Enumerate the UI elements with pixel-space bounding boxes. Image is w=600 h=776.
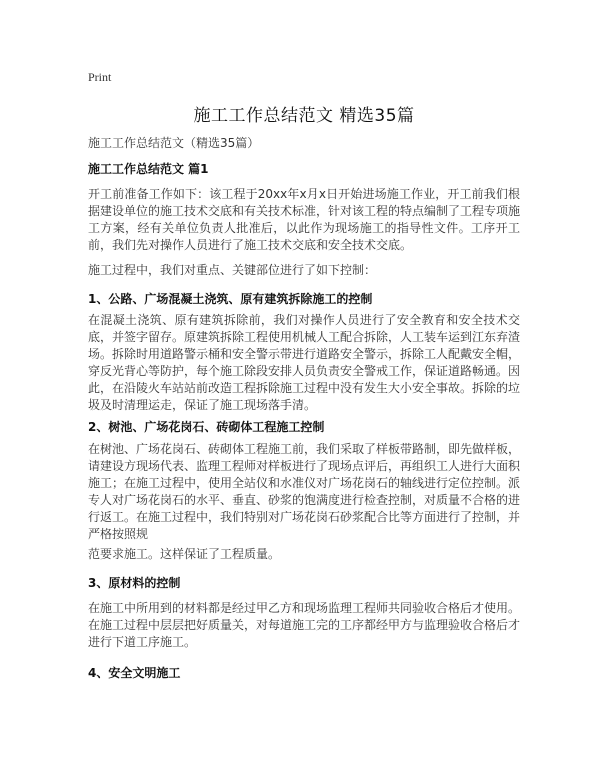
- document-subtitle: 施工工作总结范文（精选35篇）: [88, 136, 260, 150]
- section-body-2: 在树池、广场花岗石、砖砌体工程施工前，我们采取了样板带路制，即先做样板，请建设方现场代表、监理工程师对样板进行了现场点评后，再组织工人进行大面积施工；在施工过程中，使用全站仪和水准仪对广场花岗石的轴线进行定位控制。派专人对广场花岗石的水平、垂直、砂浆的饱满度进行检查控制，对质量不合格的进行返工。在施工过程中，我们特别对广场花岗石砂浆配合比等方面进行了控制，并严格按照规: [88, 442, 521, 541]
- section-body-2-continuation: 范要求施工。这样保证了工程质量。: [88, 547, 281, 561]
- article-heading: 施工工作总结范文 篇1: [88, 162, 209, 176]
- intro-paragraph: 开工前准备工作如下：该工程于20xx年x月x日开始进场施工作业，开工前我们根据建设单位的施工技术交底和有关技术标准，针对该工程的特点编制了工程专项施工方案，经有关单位负责人批准后，以此作为现场施工的指导性文件。工序开工前，我们先对操作人员进行了施工技术交底和安全技术交底。: [88, 187, 521, 252]
- page-title: 施工工作总结范文 精选35篇: [193, 106, 415, 126]
- section-body-3: 在施工中所用到的材料都是经过甲乙方和现场监理工程师共同验收合格后才使用。在施工过程中层层把好质量关，对每道施工完的工序都经甲方与监理验收合格后才进行下道工序施工。: [88, 601, 521, 649]
- section-heading-1: 1、公路、广场混凝土浇筑、原有建筑拆除施工的控制: [88, 292, 373, 306]
- print-link[interactable]: Print: [88, 70, 112, 84]
- section-heading-3: 3、原材料的控制: [88, 576, 181, 590]
- section-heading-4: 4、安全文明施工: [88, 666, 181, 680]
- control-intro-paragraph: 施工过程中，我们对重点、关键部位进行了如下控制：: [88, 263, 377, 277]
- section-heading-2: 2、树池、广场花岗石、砖砌体工程施工控制: [88, 420, 325, 434]
- section-body-1: 在混凝土浇筑、原有建筑拆除前，我们对操作人员进行了安全教育和安全技术交底，并签字留存。原建筑拆除工程使用机械人工配合拆除，人工装车运到江东弃渣场。拆除时用道路警示桶和安全警示带进行道路安全警示，拆除工人配戴安全帽，穿反光背心等防护，每个施工除段安排人员负责安全警戒工作，保证道路畅通。因此，在沿陵火车站站前改造工程拆除施工过程中没有发生大小安全事故。拆除的垃圾及时清理运走，保证了施工现场落手清。: [88, 313, 521, 412]
